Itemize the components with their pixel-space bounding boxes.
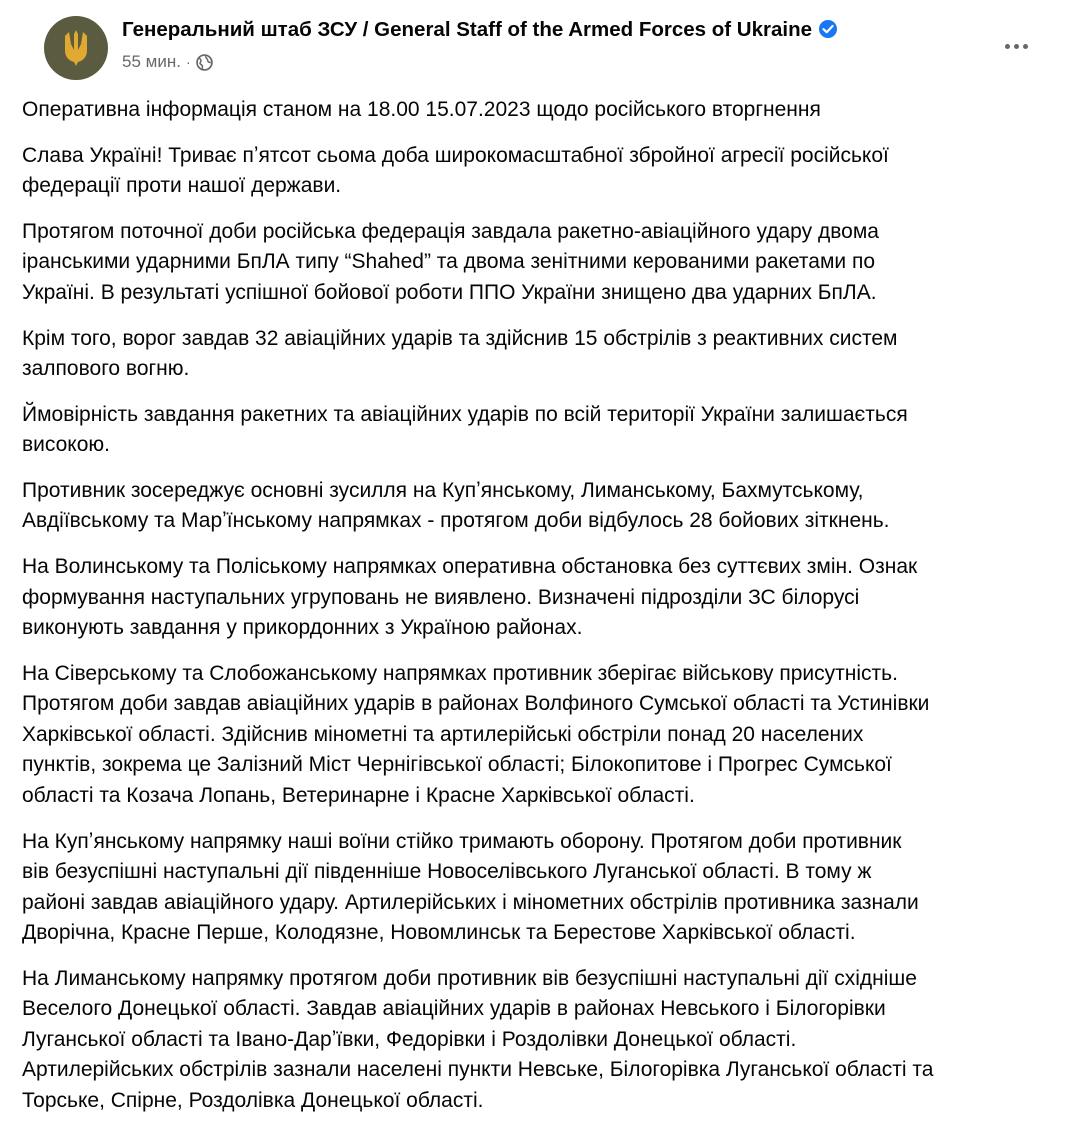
post-paragraph: [22, 964, 1056, 1117]
paragraph-line: Артилерійських обстрілів зазнали населені пункти Невське, Білогорівка Луганської області та: [22, 1058, 934, 1082]
paragraph-line: виконують завдання у прикордонних з Україною районах.: [22, 616, 583, 640]
paragraph-line: Протягом поточної доби російська федерація завдала ракетно-авіаційного удару двома: [22, 219, 879, 243]
paragraph-line: федерації проти нашої держави.: [22, 174, 342, 198]
paragraph-line: Слава Україні! Триває пʼятсот сьома доба широкомасштабної збройної агресії російської: [22, 143, 889, 167]
paragraph-line: іранськими ударними БпЛА типу “Shahed” та двома зенітними керованими ракетами по: [22, 250, 876, 274]
page-name-text: Генеральний штаб ЗСУ / General Staff of the Armed Forces of Ukraine: [122, 18, 813, 41]
paragraph-line: Харківської області. Здійснив мінометні та артилерійські обстріли понад 20 населених: [22, 722, 864, 746]
paragraph-line: Оперативна інформація станом на 18.00 15.07.2023 щодо російського вторгнення: [22, 98, 821, 121]
paragraph-line: Протягом доби завдав авіаційних ударів в районах Волфиного Сумської області та Устинівки: [22, 692, 930, 716]
more-options-icon: [1014, 44, 1019, 49]
paragraph-line: Крім того, ворог завдав 32 авіаційних ударів та здійснив 15 обстрілів з реактивних систем: [22, 326, 898, 350]
more-options-icon: [1005, 44, 1010, 49]
post-paragraph: [22, 552, 1056, 644]
post-paragraph: [22, 217, 1056, 309]
post-meta: [122, 52, 213, 72]
paragraph-line: вів безуспішні наступальні дії південніше Новоселівського Луганської області. В тому ж: [22, 860, 872, 883]
paragraph-line: Торське, Спірне, Роздолівка Донецької області.: [22, 1088, 484, 1112]
post-paragraph: [22, 659, 1056, 812]
post-paragraph: [22, 141, 1056, 202]
page-avatar[interactable]: [44, 16, 108, 80]
trident-emblem-icon: [59, 28, 93, 68]
paragraph-line: На Волинському та Поліському напрямках оперативна обстановка без суттєвих змін. Ознак: [22, 555, 918, 579]
paragraph-line: пунктів, зокрема це Залізний Міст Чернігівської області; Білокопитове і Прогрес Сумської: [22, 753, 892, 777]
paragraph-line: районі завдав авіаційного удару. Артилерійських і мінометних обстрілів противника зазнали: [22, 890, 919, 914]
post-paragraph: [22, 476, 1056, 537]
paragraph-line: Луганської області та Івано-Дарʼївки, Федорівки і Роздолівки Донецької області.: [22, 1027, 797, 1051]
paragraph-line: На Лиманському напрямку протягом доби противник вів безуспішні наступальні дії східніше: [22, 966, 917, 990]
paragraph-line: області та Козача Лопань, Ветеринарне і Красне Харківської області.: [22, 783, 695, 807]
meta-separator: ·: [185, 54, 191, 70]
post-header: [22, 0, 1056, 90]
paragraph-line: високою.: [22, 433, 110, 457]
paragraph-line: Україні. В результаті успішної бойової роботи ППО України знищено два ударних БпЛА.: [22, 280, 877, 304]
paragraph-line: формування наступальних угруповань не виявлено. Визначені підрозділи ЗС білорусі: [22, 585, 860, 609]
post-paragraph: [22, 324, 1056, 385]
paragraph-line: Ймовірність завдання ракетних та авіаційних ударів по всій території України залишається: [22, 402, 908, 426]
page-name-link[interactable]: [122, 18, 838, 42]
post-paragraph: [22, 827, 1056, 949]
globe-icon[interactable]: [196, 54, 213, 71]
post-paragraph: [22, 95, 1056, 126]
more-options-icon: [1023, 44, 1028, 49]
paragraph-line: залпового вогню.: [22, 357, 190, 381]
paragraph-line: Дворічна, Красне Перше, Колодязне, Новомлинськ та Берестове Харківської області.: [22, 921, 856, 944]
paragraph-line: На Сіверському та Слобожанському напрямках противник зберігає військову присутність.: [22, 661, 898, 685]
post-paragraph: [22, 400, 1056, 461]
post-timestamp[interactable]: 55 мин.: [122, 52, 181, 71]
post-body: [22, 95, 1056, 1116]
paragraph-line: Веселого Донецької області. Завдав авіаційних ударів в районах Невського і Білогорівки: [22, 997, 886, 1021]
verified-badge-icon: [818, 19, 838, 39]
more-options-button[interactable]: [998, 28, 1034, 64]
paragraph-line: Авдіївському та Марʼїнському напрямках - протягом доби відбулось 28 бойових зіткнень.: [22, 509, 890, 533]
paragraph-line: Противник зосереджує основні зусилля на Купʼянському, Лиманському, Бахмутському,: [22, 478, 864, 502]
paragraph-line: На Купʼянському напрямку наші воїни стійко тримають оборону. Протягом доби противник: [22, 829, 902, 853]
